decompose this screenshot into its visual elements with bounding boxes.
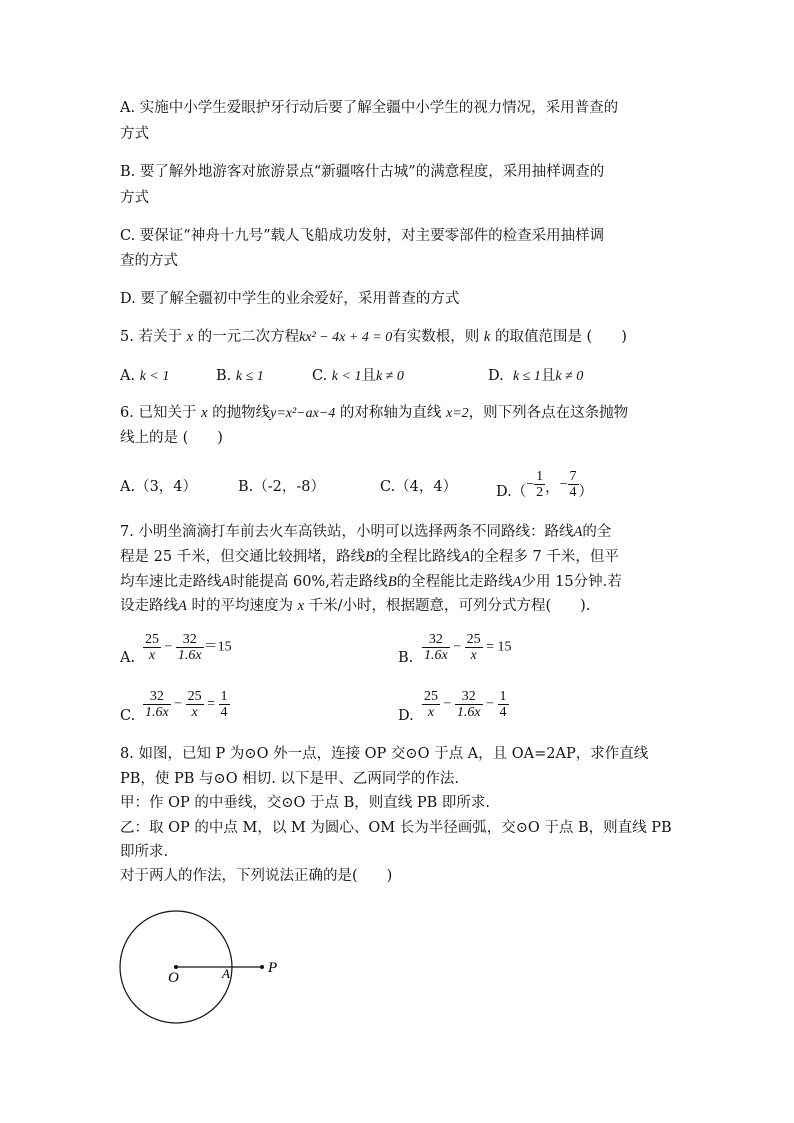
q8-stem-line5: 即所求. bbox=[120, 844, 169, 860]
q7-option-d-label: D. bbox=[398, 708, 414, 724]
q4-option-d-line1: D. 要了解全疆初中学生的业余爱好，采用普查的方式 bbox=[120, 291, 460, 307]
q4-option-a-line1: A. 实施中小学生爱眼护牙行动后要了解全疆中小学生的视力情况，采用普查的 bbox=[120, 100, 619, 116]
q6-option-c: C.（4，4） bbox=[380, 479, 458, 495]
q7-stem-line2: 程是 25 千米，但交通比较拥堵，路线B的全程比路线A的全程多 7 千米，但平 bbox=[120, 549, 619, 565]
q5-option-c: C. k < 1且k ≠ 0 bbox=[312, 368, 404, 384]
q6-option-b: B.（-2，-8） bbox=[238, 479, 326, 495]
q5-stem: 5. 若关于 x 的一元二次方程kx² − 4x + 4 = 0有实数根，则 k 的取值范围是 ( ) bbox=[120, 329, 627, 345]
q7-stem-line3: 均车速比走路线A时能提高 60%,若走路线B的全程能比走路线A少用 15分钟.若 bbox=[120, 574, 622, 590]
q4-option-b-line2: 方式 bbox=[120, 190, 149, 206]
q8-stem-line2: PB，使 PB 与⊙O 相切. 以下是甲、乙两同学的作法. bbox=[120, 771, 460, 787]
label-p: P bbox=[268, 960, 278, 976]
q5-equation: kx² − 4x + 4 = 0 bbox=[299, 330, 393, 345]
q5-option-a: A. k < 1 bbox=[120, 368, 170, 384]
q4-option-b-line1: B. 要了解外地游客对旅游景点“新疆喀什古城”的满意程度，采用抽样调查的 bbox=[120, 164, 605, 180]
q8-stem-line1: 8. 如图，已知 P 为⊙O 外一点，连接 OP 交⊙O 于点 A，且 OA=2AP，求作直线 bbox=[120, 746, 649, 762]
q4-option-a-line2: 方式 bbox=[120, 126, 149, 142]
q7-option-a-expr: $\frac{25}{x}$ − $\frac{32}{1.6x}$ ＝15 bbox=[145, 632, 232, 663]
label-o: O bbox=[168, 970, 179, 986]
q6-stem-line2: 线上的是 ( ) bbox=[120, 430, 223, 446]
q7-stem-line4: 设走路线A 时的平均速度为 x 千米/小时，根据题意，可列分式方程( ). bbox=[120, 598, 591, 614]
q5-option-b: B. k ≤ 1 bbox=[216, 368, 264, 384]
q5-option-d: D. k ≤ 1且k ≠ 0 bbox=[488, 368, 584, 384]
point-o bbox=[174, 965, 178, 969]
q7-option-b-expr: $\frac{32}{1.6x}$ − $\frac{25}{x}$ = 15 bbox=[424, 632, 512, 663]
q4-option-c-line2: 查的方式 bbox=[120, 253, 178, 269]
q7-option-d-expr: $\frac{25}{x}$ − $\frac{32}{1.6x}$ − $\frac{1}{4}$ bbox=[424, 689, 507, 720]
q7-option-c-expr: $\frac{32}{1.6x}$ − $\frac{25}{x}$ = $\frac{1}{4}$ bbox=[145, 689, 228, 720]
q8-circle-figure bbox=[110, 900, 310, 1060]
q6-option-d: D.（− $\frac{1}{2}$ ，− $\frac{7}{4}$ ） bbox=[496, 468, 594, 500]
q6-option-a: A.（3，4） bbox=[120, 479, 198, 495]
q7-option-a-label: A. bbox=[120, 650, 136, 666]
q4-option-c-line1: C. 要保证“神舟十九号”载人飞船成功发射，对主要零部件的检查采用抽样调 bbox=[120, 228, 605, 244]
q7-option-c-label: C. bbox=[120, 708, 136, 724]
point-p bbox=[260, 965, 264, 969]
q8-stem-line6: 对于两人的作法，下列说法正确的是( ) bbox=[120, 868, 393, 884]
label-a: A bbox=[222, 966, 230, 981]
q8-stem-line4: 乙：取 OP 的中点 M，以 M 为圆心、OM 长为半径画弧，交⊙O 于点 B，则直线 PB bbox=[120, 820, 672, 836]
q6-stem-line1: 6. 已知关于 x 的抛物线y=x²−ax−4 的对称轴为直线 x=2，则下列各点在这条抛物 bbox=[120, 405, 629, 421]
q7-stem-line1: 7. 小明坐滴滴打车前去火车高铁站，小明可以选择两条不同路线：路线A的全 bbox=[120, 524, 612, 540]
q7-option-b-label: B. bbox=[398, 650, 414, 666]
q8-stem-line3: 甲：作 OP 的中垂线，交⊙O 于点 B，则直线 PB 即所求. bbox=[120, 795, 491, 811]
